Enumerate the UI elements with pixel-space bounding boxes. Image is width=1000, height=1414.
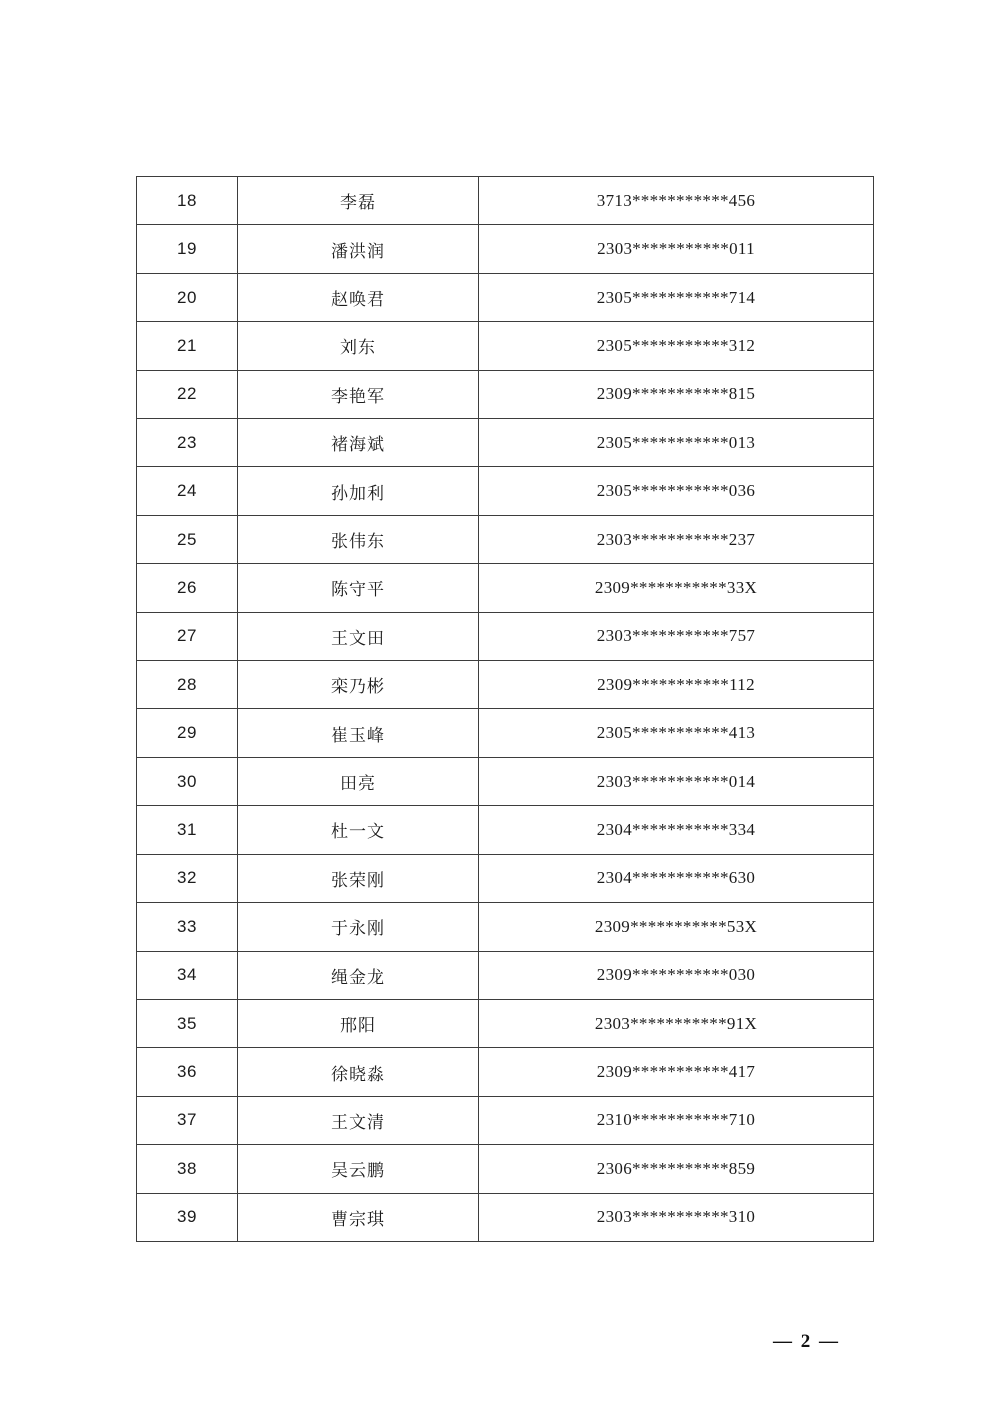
masked-id-cell: 3713***********456 [479, 177, 874, 225]
row-index-cell: 39 [137, 1193, 238, 1241]
person-name-cell: 绳金龙 [238, 951, 479, 999]
masked-id-cell: 2304***********334 [479, 806, 874, 854]
row-index-cell: 19 [137, 225, 238, 273]
row-index-cell: 23 [137, 419, 238, 467]
row-index-cell: 38 [137, 1145, 238, 1193]
person-name-cell: 曹宗琪 [238, 1193, 479, 1241]
masked-id-cell: 2303***********757 [479, 612, 874, 660]
masked-id-cell: 2306***********859 [479, 1145, 874, 1193]
person-name-cell: 栾乃彬 [238, 661, 479, 709]
table-row [137, 1048, 874, 1096]
table-row [137, 903, 874, 951]
person-name-cell: 邢阳 [238, 999, 479, 1047]
masked-id-cell: 2309***********112 [479, 661, 874, 709]
masked-id-cell: 2305***********036 [479, 467, 874, 515]
person-name-cell: 徐晓淼 [238, 1048, 479, 1096]
table-row [137, 1096, 874, 1144]
row-index-cell: 18 [137, 177, 238, 225]
table-row [137, 806, 874, 854]
person-name-cell: 田亮 [238, 757, 479, 805]
row-index-cell: 22 [137, 370, 238, 418]
person-name-cell: 李艳军 [238, 370, 479, 418]
masked-id-cell: 2303***********237 [479, 515, 874, 563]
roster-table [136, 176, 874, 1242]
table-row [137, 1145, 874, 1193]
table-row [137, 467, 874, 515]
table-row [137, 273, 874, 321]
row-index-cell: 37 [137, 1096, 238, 1144]
masked-id-cell: 2303***********014 [479, 757, 874, 805]
row-index-cell: 25 [137, 515, 238, 563]
masked-id-cell: 2304***********630 [479, 854, 874, 902]
masked-id-cell: 2305***********312 [479, 322, 874, 370]
person-name-cell: 褚海斌 [238, 419, 479, 467]
table-row [137, 177, 874, 225]
masked-id-cell: 2303***********011 [479, 225, 874, 273]
table-row [137, 225, 874, 273]
person-name-cell: 于永刚 [238, 903, 479, 951]
person-name-cell: 张伟东 [238, 515, 479, 563]
masked-id-cell: 2309***********53X [479, 903, 874, 951]
table-row [137, 1193, 874, 1241]
row-index-cell: 33 [137, 903, 238, 951]
row-index-cell: 32 [137, 854, 238, 902]
masked-id-cell: 2305***********013 [479, 419, 874, 467]
row-index-cell: 26 [137, 564, 238, 612]
masked-id-cell: 2303***********310 [479, 1193, 874, 1241]
masked-id-cell: 2305***********714 [479, 273, 874, 321]
person-name-cell: 王文清 [238, 1096, 479, 1144]
table-row [137, 515, 874, 563]
masked-id-cell: 2309***********33X [479, 564, 874, 612]
table-row [137, 999, 874, 1047]
row-index-cell: 34 [137, 951, 238, 999]
row-index-cell: 35 [137, 999, 238, 1047]
masked-id-cell: 2310***********710 [479, 1096, 874, 1144]
person-name-cell: 潘洪润 [238, 225, 479, 273]
table-row [137, 370, 874, 418]
row-index-cell: 36 [137, 1048, 238, 1096]
table-row [137, 564, 874, 612]
roster-table-body [137, 177, 874, 1242]
masked-id-cell: 2305***********413 [479, 709, 874, 757]
person-name-cell: 赵唤君 [238, 273, 479, 321]
masked-id-cell: 2309***********417 [479, 1048, 874, 1096]
row-index-cell: 21 [137, 322, 238, 370]
row-index-cell: 24 [137, 467, 238, 515]
person-name-cell: 孙加利 [238, 467, 479, 515]
row-index-cell: 28 [137, 661, 238, 709]
person-name-cell: 李磊 [238, 177, 479, 225]
person-name-cell: 杜一文 [238, 806, 479, 854]
table-row [137, 951, 874, 999]
row-index-cell: 30 [137, 757, 238, 805]
row-index-cell: 27 [137, 612, 238, 660]
person-name-cell: 张荣刚 [238, 854, 479, 902]
table-row [137, 854, 874, 902]
table-row [137, 612, 874, 660]
person-name-cell: 吴云鹏 [238, 1145, 479, 1193]
person-name-cell: 崔玉峰 [238, 709, 479, 757]
table-row [137, 322, 874, 370]
row-index-cell: 20 [137, 273, 238, 321]
page-number: — 2 — [773, 1331, 840, 1352]
table-row [137, 757, 874, 805]
table-row [137, 709, 874, 757]
table-row [137, 419, 874, 467]
row-index-cell: 29 [137, 709, 238, 757]
masked-id-cell: 2309***********030 [479, 951, 874, 999]
person-name-cell: 王文田 [238, 612, 479, 660]
row-index-cell: 31 [137, 806, 238, 854]
masked-id-cell: 2309***********815 [479, 370, 874, 418]
table-row [137, 661, 874, 709]
person-name-cell: 陈守平 [238, 564, 479, 612]
person-name-cell: 刘东 [238, 322, 479, 370]
masked-id-cell: 2303***********91X [479, 999, 874, 1047]
